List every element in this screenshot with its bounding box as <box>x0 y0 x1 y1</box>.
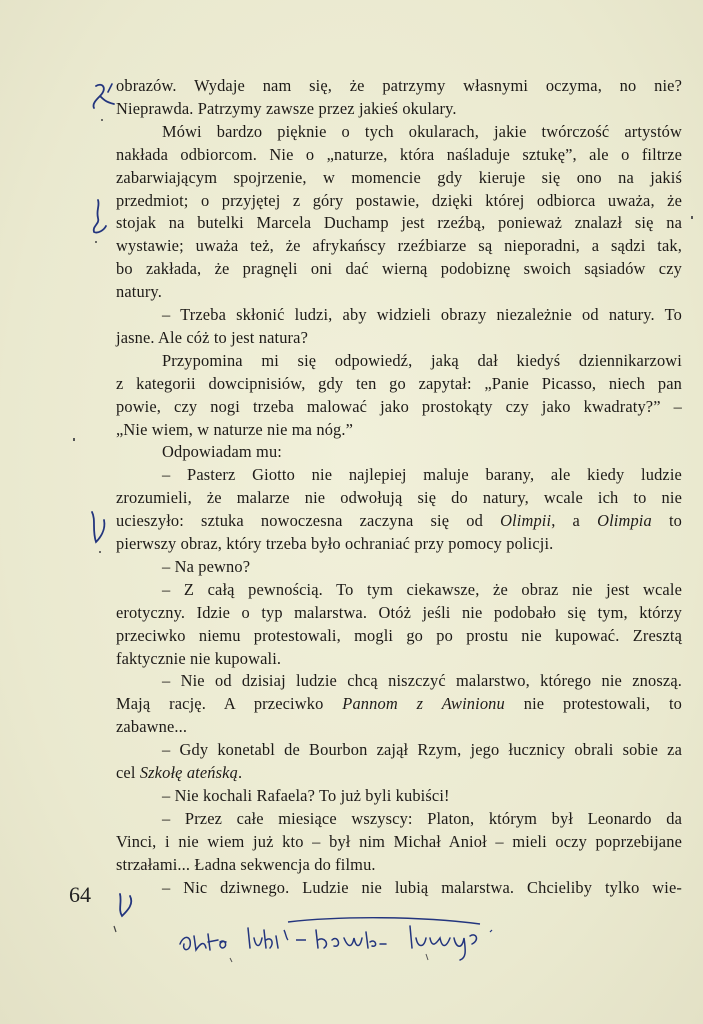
text-line: cel Szkołę ateńską. <box>116 763 243 782</box>
text-line: – Nie od dzisiaj ludzie chcą niszczyć malarstwo, którego nie znoszą. <box>162 671 682 691</box>
text-line: jasne. Ale cóż to jest natura? <box>116 327 309 347</box>
text-line: Nieprawda. Patrzymy zawsze przez jakieś okulary. <box>116 98 457 118</box>
text-line: powie, czy nogi trzeba malować jako prostokąty czy jako kwadraty?” – <box>116 396 682 416</box>
paper-speck <box>691 216 693 219</box>
text-line: nakłada odbiorcom. Nie o „naturze, która naśladuje sztukę”, ale o filtrze <box>116 144 682 164</box>
text-line: – Przez całe miesiące wszyscy: Platon, którym był Leonardo da <box>162 808 682 828</box>
text-line: faktycznie nie kupowali. <box>116 648 282 668</box>
text-line: – Gdy konetabl de Bourbon zajął Rzym, jego łucznicy obrali sobie za <box>162 740 682 760</box>
text-line: zabawne... <box>116 717 188 737</box>
page-number: 64 <box>69 882 91 907</box>
paper-speck <box>73 438 75 441</box>
text-line: strzałami... Ładna sekwencja do filmu. <box>116 854 376 874</box>
text-line: – Nie kochali Rafaela? To już byli kubiści! <box>162 785 450 805</box>
text-line: zrozumieli, że malarze nie odwołują się do natury, wcale ich to nie <box>116 488 682 508</box>
text-line: – Nic dziwnego. Ludzie nie lubią malarstwa. Chcieliby tylko wie- <box>162 877 682 897</box>
text-line: stojak na butelki Marcela Duchamp jest rzeźbą, ponieważ znalazł się na <box>116 213 682 233</box>
text-line: „Nie wiem, w naturze nie ma nóg.” <box>116 419 354 439</box>
text-line: wystawie; uważa też, że afrykańscy rzeźbiarze są nieporadni, a sądzi tak, <box>116 236 682 256</box>
text-line: Odpowiadam mu: <box>162 442 283 462</box>
text-line: ucieszyło: sztuka nowoczesna zaczyna się od Olimpii, a Olimpia to <box>116 511 683 531</box>
text-line: obrazów. Wydaje nam się, że patrzymy własnymi oczyma, no nie? <box>116 76 682 95</box>
text-line: pierwszy obraz, który trzeba było ochraniać przy pomocy policji. <box>116 534 554 553</box>
text-line: – Trzeba skłonić ludzi, aby widzieli obrazy niezależnie od natury. To <box>162 305 682 324</box>
text-line: natury. <box>116 282 162 302</box>
text-line: Przypomina mi się odpowiedź, jaką dał kiedyś dziennikarzowi <box>162 350 682 370</box>
text-line: – Pasterz Giotto nie najlepiej maluje barany, ale kiedy ludzie <box>162 465 682 485</box>
text-line: – Z całą pewnością. To tym ciekawsze, że obraz nie jest wcale <box>162 579 682 599</box>
text-line: – Na pewno? <box>162 556 251 576</box>
text-line: Mówi bardzo pięknie o tych okularach, jakie twórczość artystów <box>162 121 682 141</box>
text-line: bo zakłada, że pragnęli oni dać wierną podobiznę swoich sąsiadów czy <box>116 259 682 279</box>
text-line: przedmiot; o przyjętej z góry postawie, dzięki której odbiorca uważa, że <box>116 190 682 210</box>
text-line: erotyczny. Idzie o typ malarstwa. Otóż jeśli nie podobało się tym, którzy <box>116 602 682 622</box>
text-line: z kategorii dowcipnisiów, gdy ten go zapytał: „Panie Picasso, niech pan <box>116 373 682 393</box>
text-line: przeciwko niemu protestowali, mogli go po prostu nie kupować. Zresztą <box>116 625 682 645</box>
text-line: Mają rację. A przeciwko Pannom z Awinionu nie protestowali, to <box>116 694 683 714</box>
handwritten-note <box>160 914 560 969</box>
text-line: Vinci, i nie wiem już kto – był nim Michał Anioł – mieli oczy poprzebijane <box>116 831 682 851</box>
text-line: zabarwiającym spojrzenie, w momencie gdy kieruje się ono na jakiś <box>116 167 682 187</box>
